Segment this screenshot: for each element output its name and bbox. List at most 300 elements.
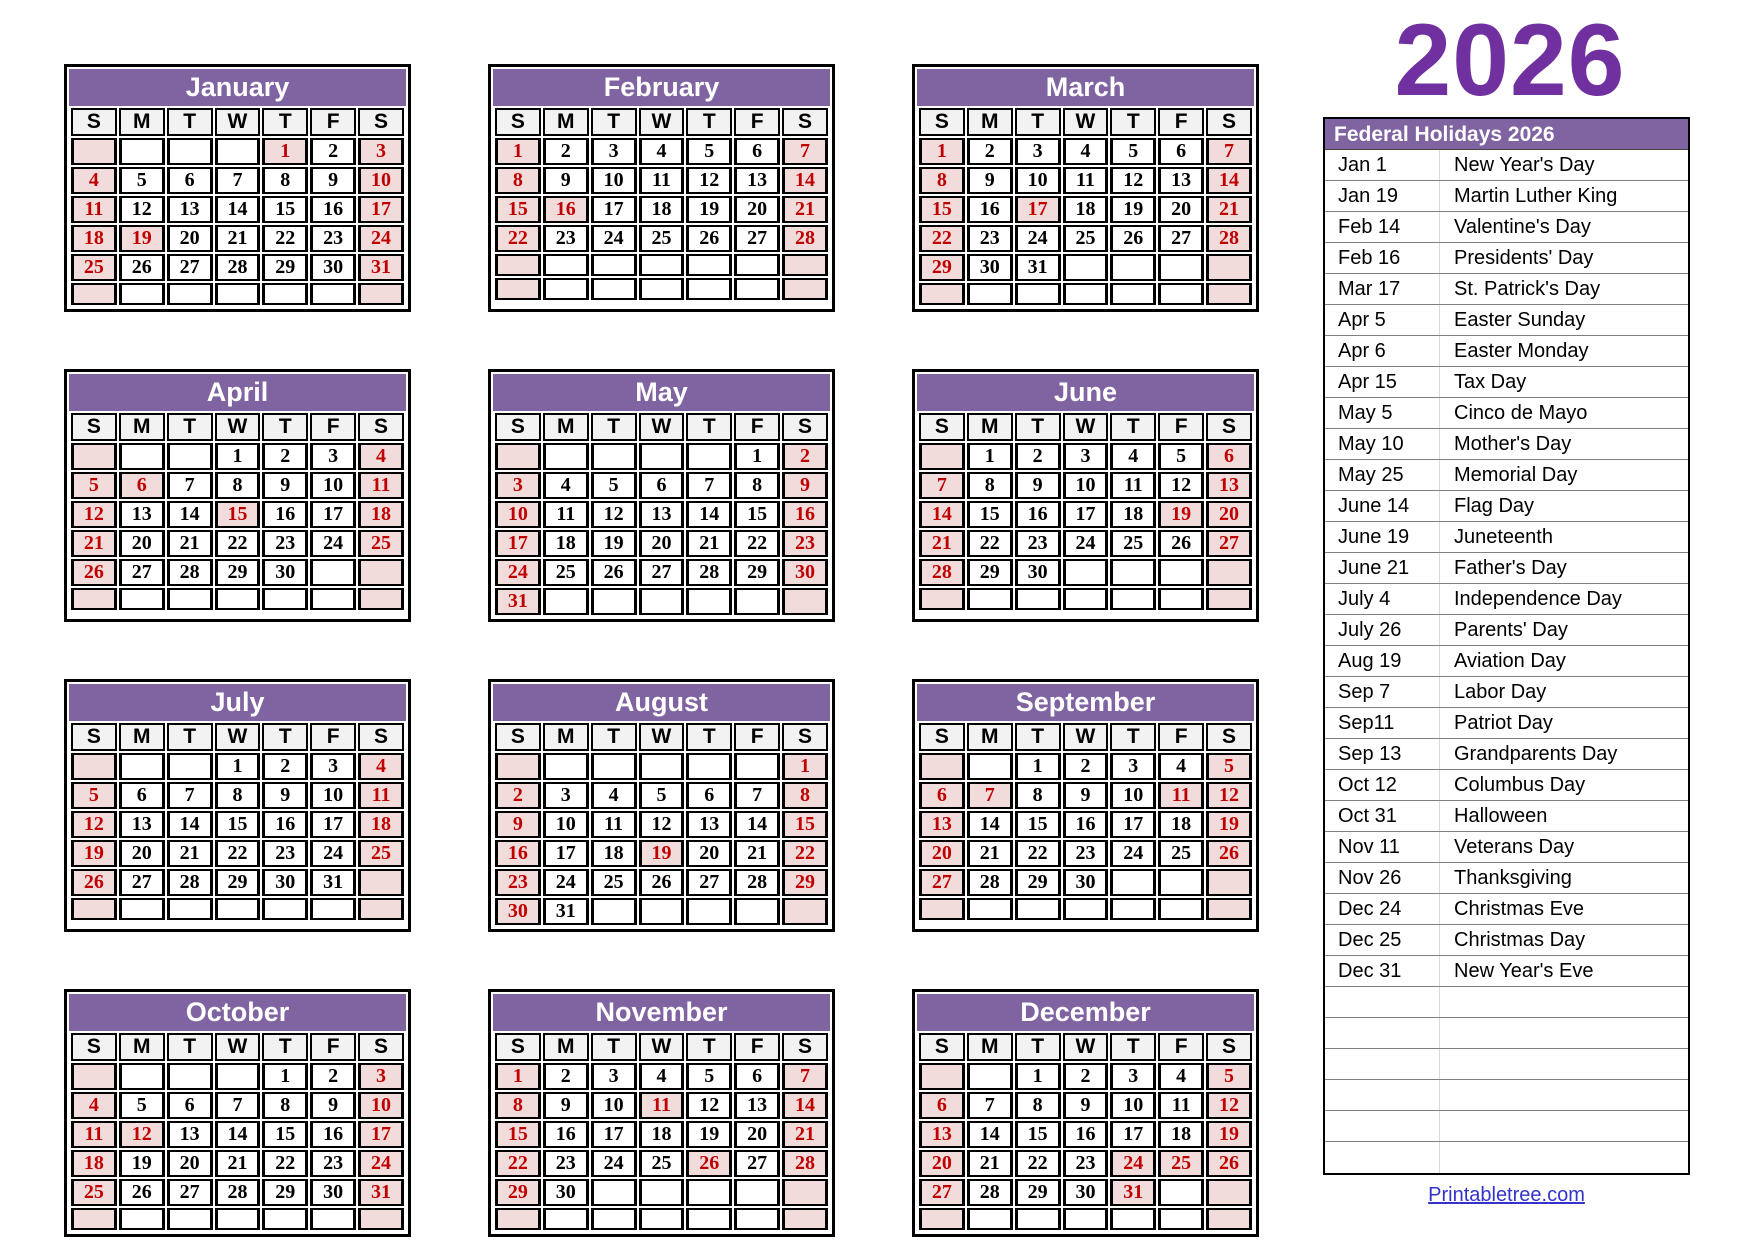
day-cell: 29	[967, 559, 1013, 586]
day-cell: 23	[262, 840, 308, 867]
month-grid-table	[917, 721, 1254, 922]
day-cell: 17	[310, 811, 356, 838]
day-cell: 1	[1015, 1063, 1061, 1090]
holiday-row	[1325, 832, 1688, 863]
day-cell: 15	[1015, 811, 1061, 838]
empty-cell	[919, 1208, 965, 1230]
day-cell: 29	[215, 559, 261, 586]
empty-cell	[310, 898, 356, 920]
day-cell: 24	[1110, 1150, 1156, 1177]
day-cell: 5	[71, 782, 117, 809]
empty-cell	[1158, 1208, 1204, 1230]
weekday-header: F	[734, 723, 780, 751]
day-cell: 20	[1206, 501, 1252, 528]
day-cell: 10	[358, 1092, 404, 1119]
day-cell: 21	[919, 530, 965, 557]
empty-cell	[543, 1208, 589, 1230]
empty-cell	[639, 753, 685, 780]
day-cell: 13	[734, 167, 780, 194]
weekday-header: F	[310, 723, 356, 751]
day-cell: 3	[1110, 753, 1156, 780]
day-cell: 7	[967, 782, 1013, 809]
printabletree-link[interactable]: Printabletree.com	[1428, 1184, 1585, 1206]
day-cell: 28	[782, 1150, 828, 1177]
day-cell: 4	[1110, 443, 1156, 470]
day-cell: 5	[1158, 443, 1204, 470]
weekday-header: F	[1158, 108, 1204, 136]
day-cell: 17	[591, 196, 637, 223]
day-cell: 6	[1158, 138, 1204, 165]
day-cell: 7	[167, 472, 213, 499]
weekday-header: T	[591, 413, 637, 441]
empty-cell	[967, 1208, 1013, 1230]
empty-cell	[119, 283, 165, 305]
day-cell: 14	[734, 811, 780, 838]
day-cell: 5	[639, 782, 685, 809]
empty-cell	[358, 869, 404, 896]
day-cell: 15	[215, 811, 261, 838]
day-cell: 15	[1015, 1121, 1061, 1148]
day-cell: 31	[358, 1179, 404, 1206]
day-cell: 18	[591, 840, 637, 867]
day-cell: 30	[967, 254, 1013, 281]
holiday-name: Parents' Day	[1454, 618, 1568, 641]
empty-cell	[1206, 283, 1252, 305]
empty-cell	[167, 1063, 213, 1090]
empty-cell	[734, 1208, 780, 1230]
month-title: January	[69, 69, 406, 106]
day-cell: 2	[262, 443, 308, 470]
empty-cell	[167, 283, 213, 305]
empty-cell	[919, 283, 965, 305]
empty-cell	[495, 254, 541, 276]
day-cell: 9	[310, 167, 356, 194]
empty-cell	[734, 898, 780, 925]
month-grid-table	[917, 106, 1254, 307]
day-cell: 22	[919, 225, 965, 252]
weekday-header: S	[919, 723, 965, 751]
day-cell: 14	[215, 196, 261, 223]
day-cell: 17	[495, 530, 541, 557]
weekday-header: S	[919, 1033, 965, 1061]
holiday-row-empty	[1325, 987, 1688, 1018]
day-cell: 7	[782, 138, 828, 165]
day-cell: 1	[967, 443, 1013, 470]
day-cell: 18	[543, 530, 589, 557]
day-cell: 12	[119, 196, 165, 223]
holiday-name: Presidents' Day	[1454, 246, 1594, 269]
day-cell: 31	[495, 588, 541, 615]
day-cell: 23	[262, 530, 308, 557]
day-cell: 5	[686, 1063, 732, 1090]
day-cell: 22	[967, 530, 1013, 557]
day-cell: 8	[215, 472, 261, 499]
day-cell: 21	[167, 840, 213, 867]
holiday-date: Apr 5	[1325, 305, 1440, 335]
holiday-name: Christmas Day	[1454, 928, 1586, 951]
weekday-header: S	[71, 108, 117, 136]
day-cell: 3	[358, 1063, 404, 1090]
weekday-header: W	[639, 108, 685, 136]
empty-cell	[686, 898, 732, 925]
weekday-header: T	[1110, 108, 1156, 136]
weekday-header: T	[167, 1033, 213, 1061]
day-cell: 10	[1110, 1092, 1156, 1119]
empty-cell	[967, 753, 1013, 780]
day-cell: 15	[919, 196, 965, 223]
day-cell: 12	[591, 501, 637, 528]
day-cell: 12	[686, 167, 732, 194]
weekday-header: M	[119, 1033, 165, 1061]
day-cell: 28	[734, 869, 780, 896]
day-cell: 26	[1206, 840, 1252, 867]
day-cell: 21	[167, 530, 213, 557]
day-cell: 7	[215, 167, 261, 194]
month-grid-table	[493, 1031, 830, 1232]
day-cell: 29	[495, 1179, 541, 1206]
day-cell: 22	[215, 530, 261, 557]
day-cell: 8	[782, 782, 828, 809]
day-cell: 20	[1158, 196, 1204, 223]
year-title: 2026	[1394, 3, 1626, 117]
weekday-header: S	[782, 723, 828, 751]
day-cell: 18	[358, 811, 404, 838]
day-cell: 7	[967, 1092, 1013, 1119]
day-cell: 26	[591, 559, 637, 586]
day-cell: 13	[686, 811, 732, 838]
day-cell: 10	[1015, 167, 1061, 194]
empty-cell	[734, 753, 780, 780]
day-cell: 28	[782, 225, 828, 252]
day-cell: 26	[1158, 530, 1204, 557]
day-cell: 14	[782, 1092, 828, 1119]
weekday-header: M	[543, 1033, 589, 1061]
day-cell: 26	[1206, 1150, 1252, 1177]
day-cell: 26	[686, 225, 732, 252]
day-cell: 15	[734, 501, 780, 528]
day-cell: 22	[1015, 840, 1061, 867]
day-cell: 29	[919, 254, 965, 281]
day-cell: 11	[71, 1121, 117, 1148]
day-cell: 24	[543, 869, 589, 896]
weekday-header: T	[1110, 413, 1156, 441]
holiday-row	[1325, 212, 1688, 243]
holiday-name: Mother's Day	[1454, 432, 1572, 455]
day-cell: 18	[639, 1121, 685, 1148]
day-cell: 25	[1063, 225, 1109, 252]
empty-cell	[1206, 559, 1252, 586]
day-cell: 21	[782, 1121, 828, 1148]
day-cell: 4	[1158, 753, 1204, 780]
empty-cell	[782, 1208, 828, 1230]
holiday-date: Dec 24	[1325, 894, 1440, 924]
day-cell: 3	[310, 753, 356, 780]
day-cell: 26	[119, 1179, 165, 1206]
day-cell: 24	[1110, 840, 1156, 867]
day-cell: 29	[215, 869, 261, 896]
empty-cell	[1206, 254, 1252, 281]
holiday-row	[1325, 739, 1688, 770]
empty-cell	[71, 138, 117, 165]
weekday-header: S	[71, 723, 117, 751]
empty-cell	[639, 898, 685, 925]
day-cell: 13	[167, 196, 213, 223]
day-cell: 6	[919, 782, 965, 809]
day-cell: 18	[71, 225, 117, 252]
weekday-header: W	[639, 723, 685, 751]
weekday-header: S	[1206, 1033, 1252, 1061]
day-cell: 27	[167, 1179, 213, 1206]
day-cell: 8	[919, 167, 965, 194]
day-cell: 19	[119, 225, 165, 252]
day-cell: 18	[1063, 196, 1109, 223]
holiday-date: July 4	[1325, 584, 1440, 614]
holiday-name: New Year's Eve	[1454, 959, 1594, 982]
empty-cell	[686, 753, 732, 780]
day-cell: 22	[262, 1150, 308, 1177]
weekday-header: S	[358, 413, 404, 441]
weekday-header: S	[71, 413, 117, 441]
month-grid-table	[917, 1031, 1254, 1232]
empty-cell	[591, 588, 637, 615]
empty-cell	[1063, 559, 1109, 586]
empty-cell	[495, 1208, 541, 1230]
holiday-date: Dec 25	[1325, 925, 1440, 955]
empty-cell	[71, 443, 117, 470]
weekday-header: T	[1015, 1033, 1061, 1061]
day-cell: 14	[167, 501, 213, 528]
holiday-row-empty	[1325, 1049, 1688, 1080]
day-cell: 30	[262, 559, 308, 586]
empty-cell	[215, 1063, 261, 1090]
empty-cell	[686, 1179, 732, 1206]
holiday-name: Cinco de Mayo	[1454, 401, 1588, 424]
holidays-list	[1325, 150, 1688, 1173]
day-cell: 9	[543, 1092, 589, 1119]
day-cell: 27	[919, 869, 965, 896]
day-cell: 31	[310, 869, 356, 896]
day-cell: 13	[919, 1121, 965, 1148]
empty-cell	[639, 443, 685, 470]
month-july	[64, 679, 411, 932]
day-cell: 20	[119, 840, 165, 867]
month-title: October	[69, 994, 406, 1031]
holiday-date: Nov 11	[1325, 832, 1440, 862]
month-june	[912, 369, 1259, 622]
day-cell: 17	[1015, 196, 1061, 223]
day-cell: 1	[919, 138, 965, 165]
holiday-date: May 25	[1325, 460, 1440, 490]
day-cell: 3	[591, 138, 637, 165]
empty-cell	[734, 1179, 780, 1206]
month-april	[64, 369, 411, 622]
holiday-row	[1325, 553, 1688, 584]
holiday-row-empty	[1325, 1111, 1688, 1142]
empty-cell	[543, 753, 589, 780]
day-cell: 25	[639, 225, 685, 252]
weekday-header: F	[1158, 413, 1204, 441]
month-title: September	[917, 684, 1254, 721]
day-cell: 21	[686, 530, 732, 557]
empty-cell	[1063, 283, 1109, 305]
holiday-name: Patriot Day	[1454, 711, 1553, 734]
weekday-header: S	[1206, 108, 1252, 136]
day-cell: 6	[919, 1092, 965, 1119]
day-cell: 10	[1110, 782, 1156, 809]
empty-cell	[686, 443, 732, 470]
day-cell: 10	[310, 472, 356, 499]
day-cell: 16	[543, 1121, 589, 1148]
month-grid-table	[69, 411, 406, 612]
day-cell: 15	[215, 501, 261, 528]
empty-cell	[358, 588, 404, 610]
empty-cell	[543, 254, 589, 276]
day-cell: 4	[71, 167, 117, 194]
day-cell: 3	[1110, 1063, 1156, 1090]
weekday-header: S	[1206, 413, 1252, 441]
day-cell: 3	[1063, 443, 1109, 470]
empty-cell	[71, 898, 117, 920]
holidays-panel-title: Federal Holidays 2026	[1325, 119, 1688, 150]
day-cell: 31	[1110, 1179, 1156, 1206]
holiday-row	[1325, 491, 1688, 522]
empty-cell	[782, 1179, 828, 1206]
weekday-header: M	[967, 723, 1013, 751]
day-cell: 16	[310, 196, 356, 223]
day-cell: 14	[967, 811, 1013, 838]
day-cell: 19	[591, 530, 637, 557]
day-cell: 5	[1110, 138, 1156, 165]
day-cell: 28	[919, 559, 965, 586]
day-cell: 6	[686, 782, 732, 809]
empty-cell	[591, 898, 637, 925]
day-cell: 12	[639, 811, 685, 838]
day-cell: 13	[639, 501, 685, 528]
holiday-date: Oct 31	[1325, 801, 1440, 831]
empty-cell	[543, 443, 589, 470]
empty-cell	[1110, 898, 1156, 920]
day-cell: 13	[119, 501, 165, 528]
weekday-header: W	[215, 1033, 261, 1061]
weekday-header: T	[1015, 413, 1061, 441]
holiday-name: New Year's Day	[1454, 153, 1595, 176]
empty-cell	[71, 1208, 117, 1230]
day-cell: 19	[71, 840, 117, 867]
day-cell: 10	[310, 782, 356, 809]
holiday-name: Grandparents Day	[1454, 742, 1618, 765]
holiday-date: June 19	[1325, 522, 1440, 552]
day-cell: 9	[1063, 1092, 1109, 1119]
month-november	[488, 989, 835, 1237]
day-cell: 30	[543, 1179, 589, 1206]
empty-cell	[1158, 254, 1204, 281]
day-cell: 21	[782, 196, 828, 223]
holiday-row	[1325, 677, 1688, 708]
empty-cell	[1206, 1208, 1252, 1230]
day-cell: 2	[1063, 753, 1109, 780]
day-cell: 16	[262, 811, 308, 838]
day-cell: 10	[591, 1092, 637, 1119]
weekday-header: F	[1158, 1033, 1204, 1061]
day-cell: 12	[71, 811, 117, 838]
weekday-header: T	[686, 1033, 732, 1061]
day-cell: 22	[215, 840, 261, 867]
day-cell: 4	[1158, 1063, 1204, 1090]
month-grid-table	[917, 411, 1254, 612]
day-cell: 25	[1158, 1150, 1204, 1177]
empty-cell	[734, 254, 780, 276]
month-title: March	[917, 69, 1254, 106]
day-cell: 5	[591, 472, 637, 499]
holiday-row	[1325, 398, 1688, 429]
holiday-row	[1325, 646, 1688, 677]
day-cell: 1	[215, 753, 261, 780]
weekday-header: T	[262, 108, 308, 136]
holiday-row	[1325, 863, 1688, 894]
day-cell: 7	[919, 472, 965, 499]
day-cell: 2	[1063, 1063, 1109, 1090]
empty-cell	[639, 1208, 685, 1230]
empty-cell	[1206, 588, 1252, 610]
weekday-header: W	[215, 108, 261, 136]
month-december	[912, 989, 1259, 1237]
day-cell: 7	[167, 782, 213, 809]
weekday-header: M	[967, 1033, 1013, 1061]
day-cell: 19	[1206, 1121, 1252, 1148]
day-cell: 17	[310, 501, 356, 528]
empty-cell	[1110, 559, 1156, 586]
empty-cell	[358, 559, 404, 586]
day-cell: 25	[639, 1150, 685, 1177]
weekday-header: T	[686, 108, 732, 136]
day-cell: 24	[358, 1150, 404, 1177]
day-cell: 30	[310, 1179, 356, 1206]
empty-cell	[167, 443, 213, 470]
empty-cell	[591, 1208, 637, 1230]
month-august	[488, 679, 835, 932]
day-cell: 28	[167, 559, 213, 586]
day-cell: 12	[119, 1121, 165, 1148]
weekday-header: S	[782, 413, 828, 441]
empty-cell	[1015, 1208, 1061, 1230]
empty-cell	[1110, 254, 1156, 281]
day-cell: 20	[734, 196, 780, 223]
day-cell: 23	[967, 225, 1013, 252]
day-cell: 20	[686, 840, 732, 867]
month-grid-table	[69, 721, 406, 922]
holiday-date: Dec 31	[1325, 956, 1440, 986]
day-cell: 11	[591, 811, 637, 838]
empty-cell	[919, 443, 965, 470]
month-title: August	[493, 684, 830, 721]
day-cell: 11	[639, 1092, 685, 1119]
day-cell: 6	[119, 782, 165, 809]
day-cell: 20	[639, 530, 685, 557]
weekday-header: T	[262, 723, 308, 751]
holiday-row	[1325, 522, 1688, 553]
holiday-name: Thanksgiving	[1454, 866, 1572, 889]
day-cell: 15	[262, 196, 308, 223]
weekday-header: M	[119, 413, 165, 441]
month-grid-table	[69, 106, 406, 307]
day-cell: 20	[919, 1150, 965, 1177]
month-title: April	[69, 374, 406, 411]
empty-cell	[119, 588, 165, 610]
empty-cell	[591, 443, 637, 470]
day-cell: 3	[543, 782, 589, 809]
empty-cell	[71, 283, 117, 305]
empty-cell	[543, 278, 589, 300]
